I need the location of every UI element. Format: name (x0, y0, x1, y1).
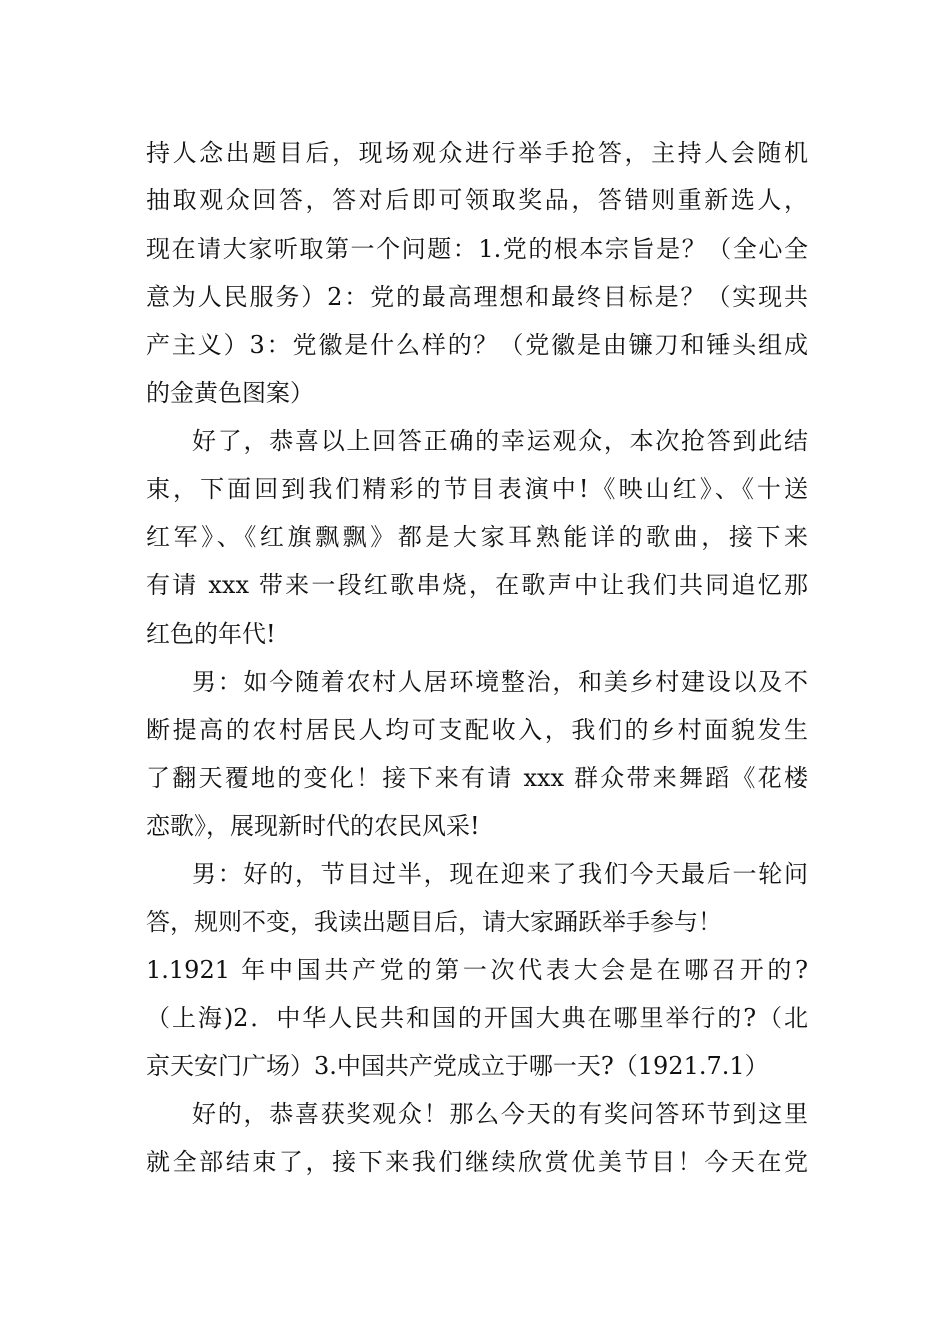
text-line: 束，下面回到我们精彩的节目表演中!《映山红》、《十送 (146, 475, 808, 503)
text-line: 断提高的农村居民人均可支配收入，我们的乡村面貌发生 (146, 716, 808, 744)
text-line: （上海)2．中华人民共和国的开国大典在哪里举行的?（北 (146, 1004, 808, 1032)
text-line: 产主义）3：党徽是什么样的？（党徽是由镰刀和锤头组成 (146, 331, 808, 359)
text-line: 抽取观众回答，答对后即可领取奖品，答错则重新选人， (146, 186, 808, 214)
text-line: 红军》、《红旗飘飘》都是大家耳熟能详的歌曲，接下来 (146, 523, 808, 551)
paragraph-first-line: 男：好的，节目过半，现在迎来了我们今天最后一轮问 (192, 860, 808, 888)
text-line: 红色的年代! (146, 620, 276, 648)
text-line: 就全部结束了，接下来我们继续欣赏优美节目！今天在党 (146, 1148, 808, 1176)
text-line: 持人念出题目后，现场观众进行举手抢答，主持人会随机 (146, 139, 808, 167)
text-line: 现在请大家听取第一个问题：1.党的根本宗旨是？（全心全 (146, 235, 808, 263)
paragraph-first-line: 好了，恭喜以上回答正确的幸运观众，本次抢答到此结 (192, 427, 808, 455)
text-line: 恋歌》，展现新时代的农民风采! (146, 812, 480, 840)
text-line: 有请 xxx 带来一段红歌串烧，在歌声中让我们共同追忆那 (146, 571, 808, 599)
text-line: 的金黄色图案） (146, 379, 314, 407)
paragraph-first-line: 好的，恭喜获奖观众！那么今天的有奖问答环节到这里 (192, 1100, 808, 1128)
text-line: 1.1921 年中国共产党的第一次代表大会是在哪召开的? (146, 956, 808, 984)
text-line: 京天安门广场）3.中国共产党成立于哪一天?（1921.7.1） (146, 1052, 769, 1080)
text-line: 答，规则不变，我读出题目后，请大家踊跃举手参与！ (146, 908, 722, 936)
text-line: 意为人民服务）2：党的最高理想和最终目标是？（实现共 (146, 283, 808, 311)
text-line: 了翻天覆地的变化！接下来有请 xxx 群众带来舞蹈《花楼 (146, 764, 808, 792)
paragraph-first-line: 男：如今随着农村人居环境整治，和美乡村建设以及不 (192, 668, 808, 696)
